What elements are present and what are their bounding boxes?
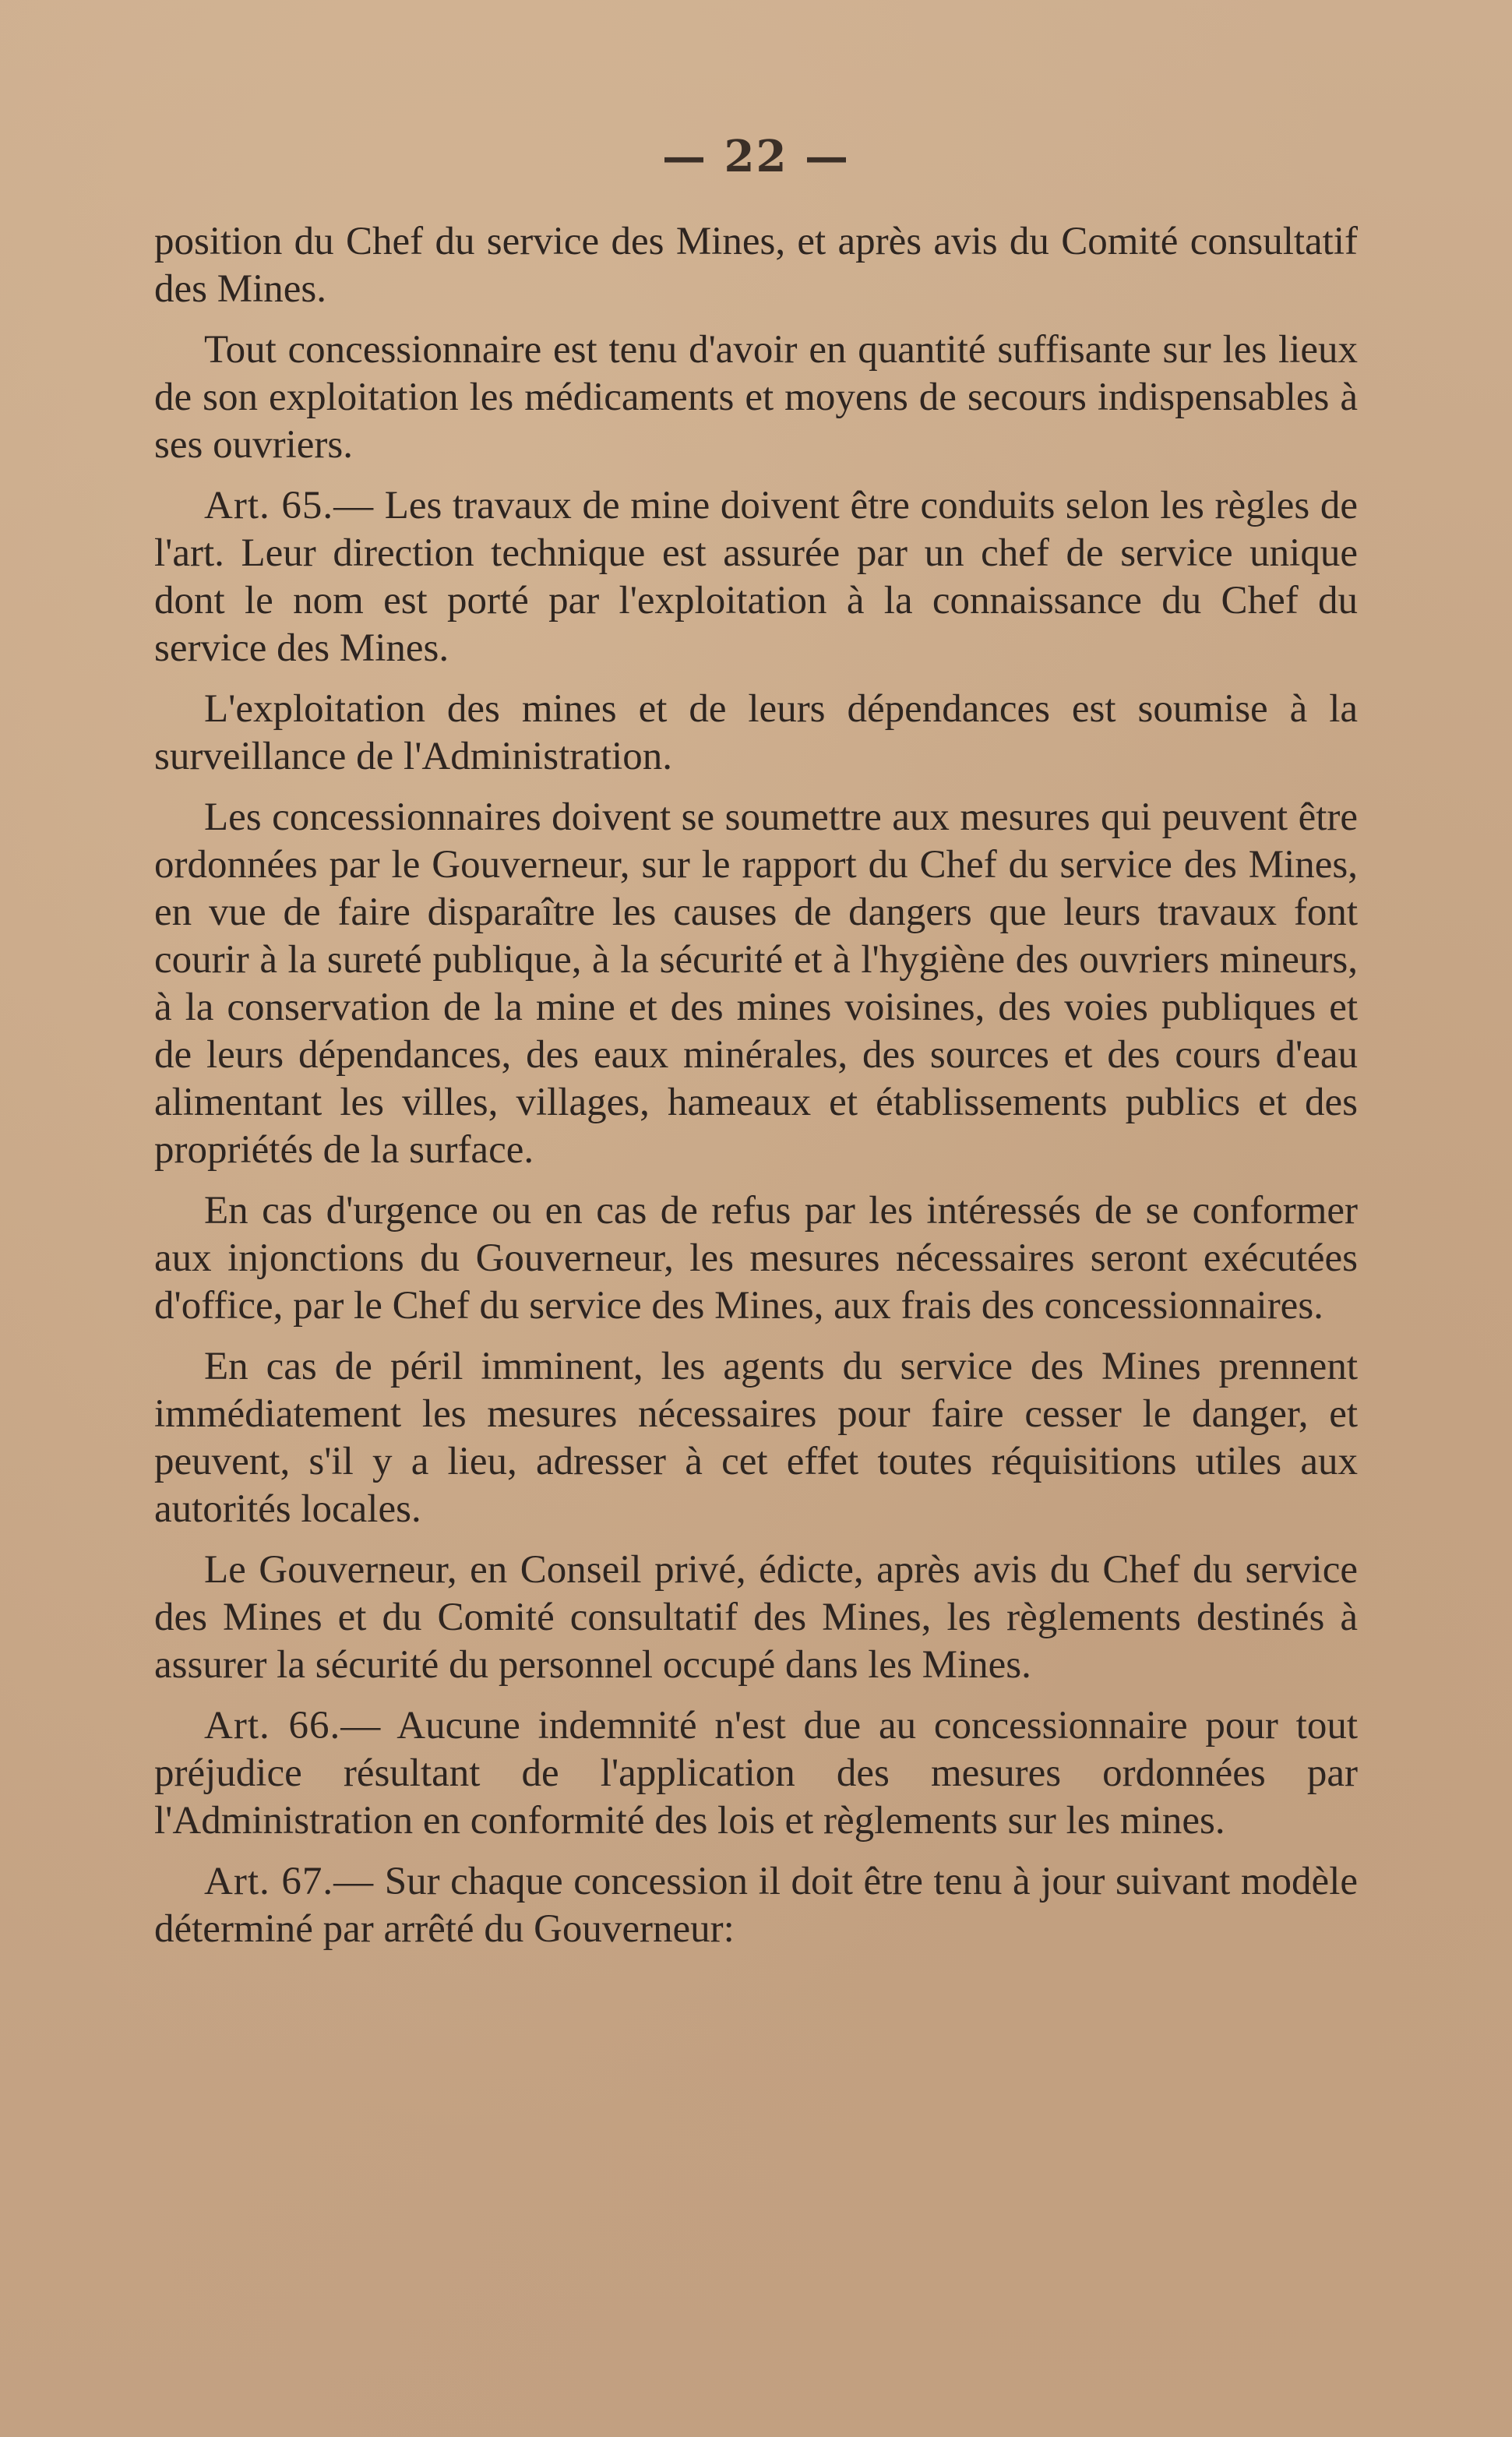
article-label: Art. 65.— bbox=[204, 484, 375, 527]
paragraph-measures: Les concessionnaires doivent se soumettre aux mesures qui peuvent être ordonnées par le Gouverneur, sur le rapport du Chef du service des Mines, en vue de faire disparaître les causes de dangers que leurs travaux font courir à la sureté publique, à la sécurité et à l'hygiène des ouvriers mineurs, à la conservation de la mine et des mines voisines, des voies publiques et de leurs dépendances, des eaux minérales, des sources et des cours d'eau alimentant les villes, villages, hameaux et établissements publics et des propriétés de la surface. bbox=[154, 795, 1358, 1172]
paragraph-governor-regulations: Le Gouverneur, en Conseil privé, édicte, après avis du Chef du service des Mines et du Comité consultatif des Mines, les règlements destinés à assurer la sécurité du personnel occupé dans les Mines. bbox=[154, 1548, 1358, 1687]
paragraph-medical-supplies: Tout concessionnaire est tenu d'avoir en quantité suffisante sur les lieux de son exploitation les médicaments et moyens de secours indispensables à ses ouvriers. bbox=[154, 328, 1358, 467]
paragraph-article-65 bbox=[154, 482, 1358, 672]
paragraph-surveillance: L'exploitation des mines et de leurs dépendances est soumise à la surveillance de l'Administration. bbox=[154, 687, 1358, 778]
paragraph-continuation: position du Chef du service des Mines, et après avis du Comité consultatif des Mines. bbox=[154, 220, 1358, 311]
page-number: — 22 — bbox=[662, 131, 850, 182]
body-text bbox=[154, 218, 1358, 1966]
paragraph-imminent-peril: En cas de péril imminent, les agents du service des Mines prennent immédiatement les mesures nécessaires pour faire cesser le danger, et peuvent, s'il y a lieu, adresser à cet effet toutes réquisitions utiles aux autorités locales. bbox=[154, 1345, 1358, 1531]
paragraph-article-67 bbox=[154, 1858, 1358, 1953]
article-text: Les travaux de mine doivent être conduits selon les règles de l'art. Leur direction technique est assurée par un chef de service unique dont le nom est porté par l'exploitation à la connaissance du Chef du service des Mines. bbox=[154, 484, 1358, 670]
article-label: Art. 66.— bbox=[204, 1704, 382, 1748]
paragraph-urgency: En cas d'urgence ou en cas de refus par les intéressés de se conformer aux injonctions du Gouverneur, les mesures nécessaires seront exécutées d'office, par le Chef du service des Mines, aux frais des concessionnaires. bbox=[154, 1189, 1358, 1328]
article-label: Art. 67.— bbox=[204, 1860, 375, 1903]
paragraph-article-66 bbox=[154, 1702, 1358, 1845]
article-text: Sur chaque concession il doit être tenu à jour suivant modèle déterminé par arrêté du Gouverneur: bbox=[154, 1860, 1359, 1951]
article-text: Aucune indemnité n'est due au concessionnaire pour tout préjudice résultant de l'application des mesures ordonnées par l'Administration en conformité des lois et règlements sur les mines. bbox=[154, 1704, 1359, 1843]
